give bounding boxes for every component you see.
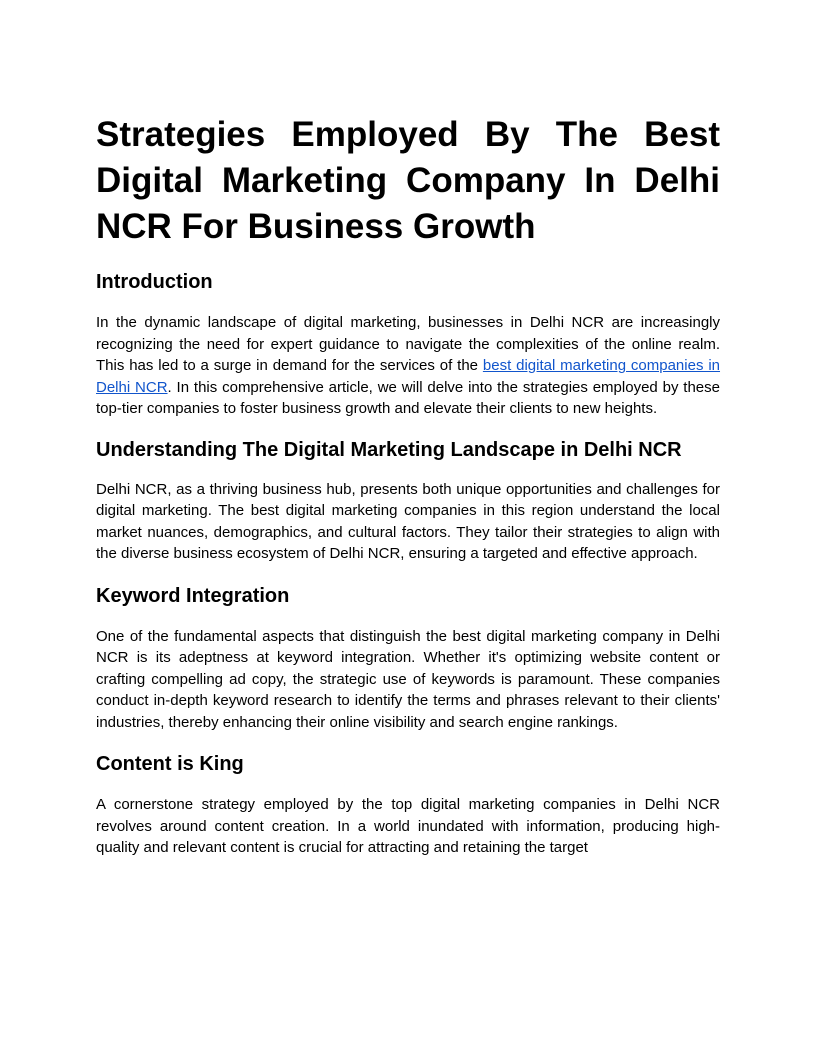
heading-introduction: Introduction [96, 271, 213, 293]
paragraph-content-is-king: A cornerstone strategy employed by the top digital marketing companies in Delhi NCR revolves around content creation. In a world inundated with information, producing high-quality and relevant content is crucial for attracting and retaining the target [96, 796, 720, 856]
paragraph-introduction [96, 312, 720, 420]
heading-landscape: Understanding The Digital Marketing Landscape in Delhi NCR [96, 438, 682, 461]
document-page [96, 112, 720, 859]
document-title: Strategies Employed By The Best Digital Marketing Company In Delhi NCR For Business Growth [96, 115, 720, 246]
paragraph-landscape: Delhi NCR, as a thriving business hub, presents both unique opportunities and challenges for digital marketing. The best digital marketing companies in this region understand the local market nuances, demographics, and cultural factors. They tailor their strategies to align with the diverse business ecosystem of Delhi NCR, ensuring a targeted and effective approach. [96, 480, 720, 562]
intro-text-before-link: In the dynamic landscape of digital marketing, businesses in Delhi NCR are increasingly recognizing the need for expert guidance to navigate the complexities of the online realm. This has led to a surge in demand for the services of the [96, 314, 720, 374]
paragraph-keyword-integration: One of the fundamental aspects that distinguish the best digital marketing company in Delhi NCR is its adeptness at keyword integration. Whether it's optimizing website content or crafting compelling ad copy, the strategic use of keywords is paramount. These companies conduct in-depth keyword research to identify the terms and phrases relevant to their clients' industries, thereby enhancing their online visibility and search engine rankings. [96, 627, 720, 731]
heading-content-is-king: Content is King [96, 753, 244, 775]
heading-keyword-integration: Keyword Integration [96, 584, 290, 607]
best-digital-marketing-link[interactable]: best digital marketing companies in Delhi NCR [96, 357, 721, 396]
intro-text-after-link: . In this comprehensive article, we will delve into the strategies employed by these top-tier companies to foster business growth and elevate their clients to new heights. [96, 378, 720, 417]
